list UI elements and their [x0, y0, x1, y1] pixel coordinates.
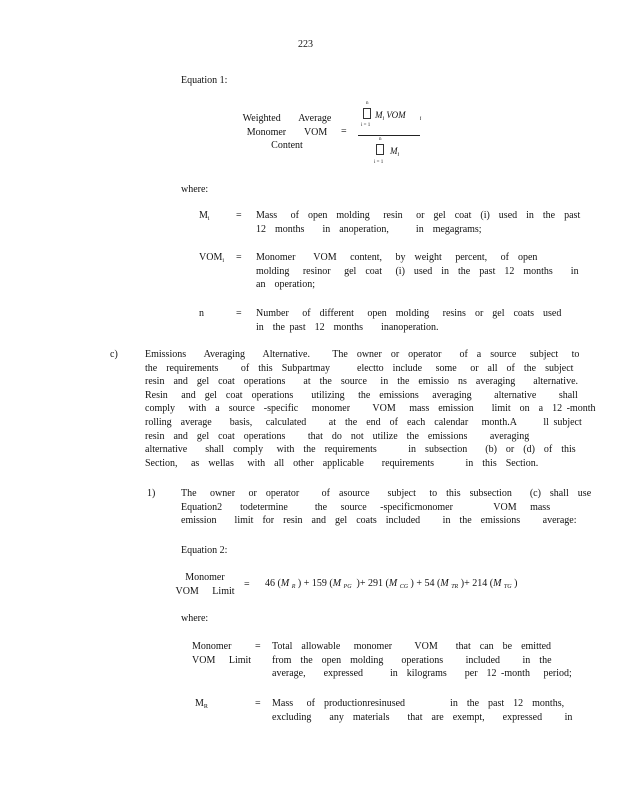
sum-upper-limit: n: [366, 101, 369, 106]
def-symbol-monomer-vom-limit: Monomer VOM Limit: [192, 641, 252, 666]
fraction-bar: [358, 135, 420, 136]
def-equals-vom: =: [236, 252, 242, 263]
def-equals-monomer-vom-limit: =: [255, 641, 261, 652]
equation-1-label: Equation 1:: [181, 75, 228, 86]
sum-lower-limit: i = 1: [361, 123, 371, 128]
para-c-label: c): [110, 349, 118, 360]
equation-1-lhs: Weighted Average Monomer VOM Content: [242, 113, 332, 152]
sum-upper-limit-den: n: [379, 137, 382, 142]
para-1-label: 1): [147, 488, 156, 499]
denominator-expression: $M_i$: [390, 146, 400, 158]
def-text-vom: Monomer VOM content, by weight percent, of open molding resinor gel coat (i) used in the past 12 months in an operation;: [256, 252, 579, 291]
equation-2-equals: =: [244, 579, 250, 590]
where-label-2: where:: [181, 613, 209, 624]
where-label-1: where:: [181, 184, 209, 195]
def-symbol-n: n: [199, 308, 204, 319]
equation-1-equals: =: [341, 126, 347, 137]
def-text-mi: Mass of open molding resin or gel coat (i) used in the past 12 months in anoperation, in megagrams;: [256, 210, 581, 235]
def-equals-mr: =: [255, 698, 261, 709]
def-symbol-vom: $VOM_i$: [199, 252, 225, 264]
equation-2-label: Equation 2:: [181, 545, 228, 556]
page-number: 223: [298, 39, 313, 50]
sum-lower-limit-den: i = 1: [374, 160, 384, 165]
def-symbol-mi: $M_i$: [199, 210, 210, 222]
para-c-text: Emissions Averaging Alternative. The owner or operator of a source subject to the requirements of this Subpartmay electto include some or all of the subject resin and gel coat operations at the source in the emissio ns averaging alternative. Resin and gel coat operations utilizing the emissions averaging alternative shall comply with a source -specific monomer VOM mass emission limit on a 12 -month rolling average basis, calculated at the end of each calendar month.A ll subject resin and gel coat operations that do not utilize the emissions averaging alternative shall comply with the requirements in subsection (b) or (d) of this Section, as wellas with all other applicable requirements in this Section.: [145, 349, 596, 469]
def-equals-n: =: [236, 308, 242, 319]
def-symbol-mr: $M_R$: [195, 698, 208, 710]
summation-icon-den: [376, 144, 384, 155]
def-text-monomer-vom-limit: Total allowable monomer VOM that can be emitted from the open molding operations included in the average, expressed in kilograms per 12 -month period;: [272, 641, 572, 680]
numerator-expression: $M_i$ VOM $_i$: [375, 110, 422, 122]
equation-2-rhs: 46 (M $_R$ ) + 159 (M $_{PG}$ )+ 291 (M $_{CG}$ ) + 54 (M $_{TR}$ )+ 214 (M $_{TG}$ ): [265, 578, 518, 590]
equation-2-lhs: Monomer VOM Limit: [175, 572, 235, 597]
summation-icon: [363, 108, 371, 119]
def-text-n: Number of different open molding resins or gel coats used in the past 12 months inanoperation.: [256, 308, 562, 333]
def-text-mr: Mass of productionresinused in the past 12 months, excluding any materials that are exempt, expressed in: [272, 698, 573, 723]
def-equals-mi: =: [236, 210, 242, 221]
para-1-text: The owner or operator of asource subject to this subsection (c) shall use Equation2 todetermine the source -specificmonomer VOM mass emission limit for resin and gel coats included in the emissions average:: [181, 488, 592, 527]
